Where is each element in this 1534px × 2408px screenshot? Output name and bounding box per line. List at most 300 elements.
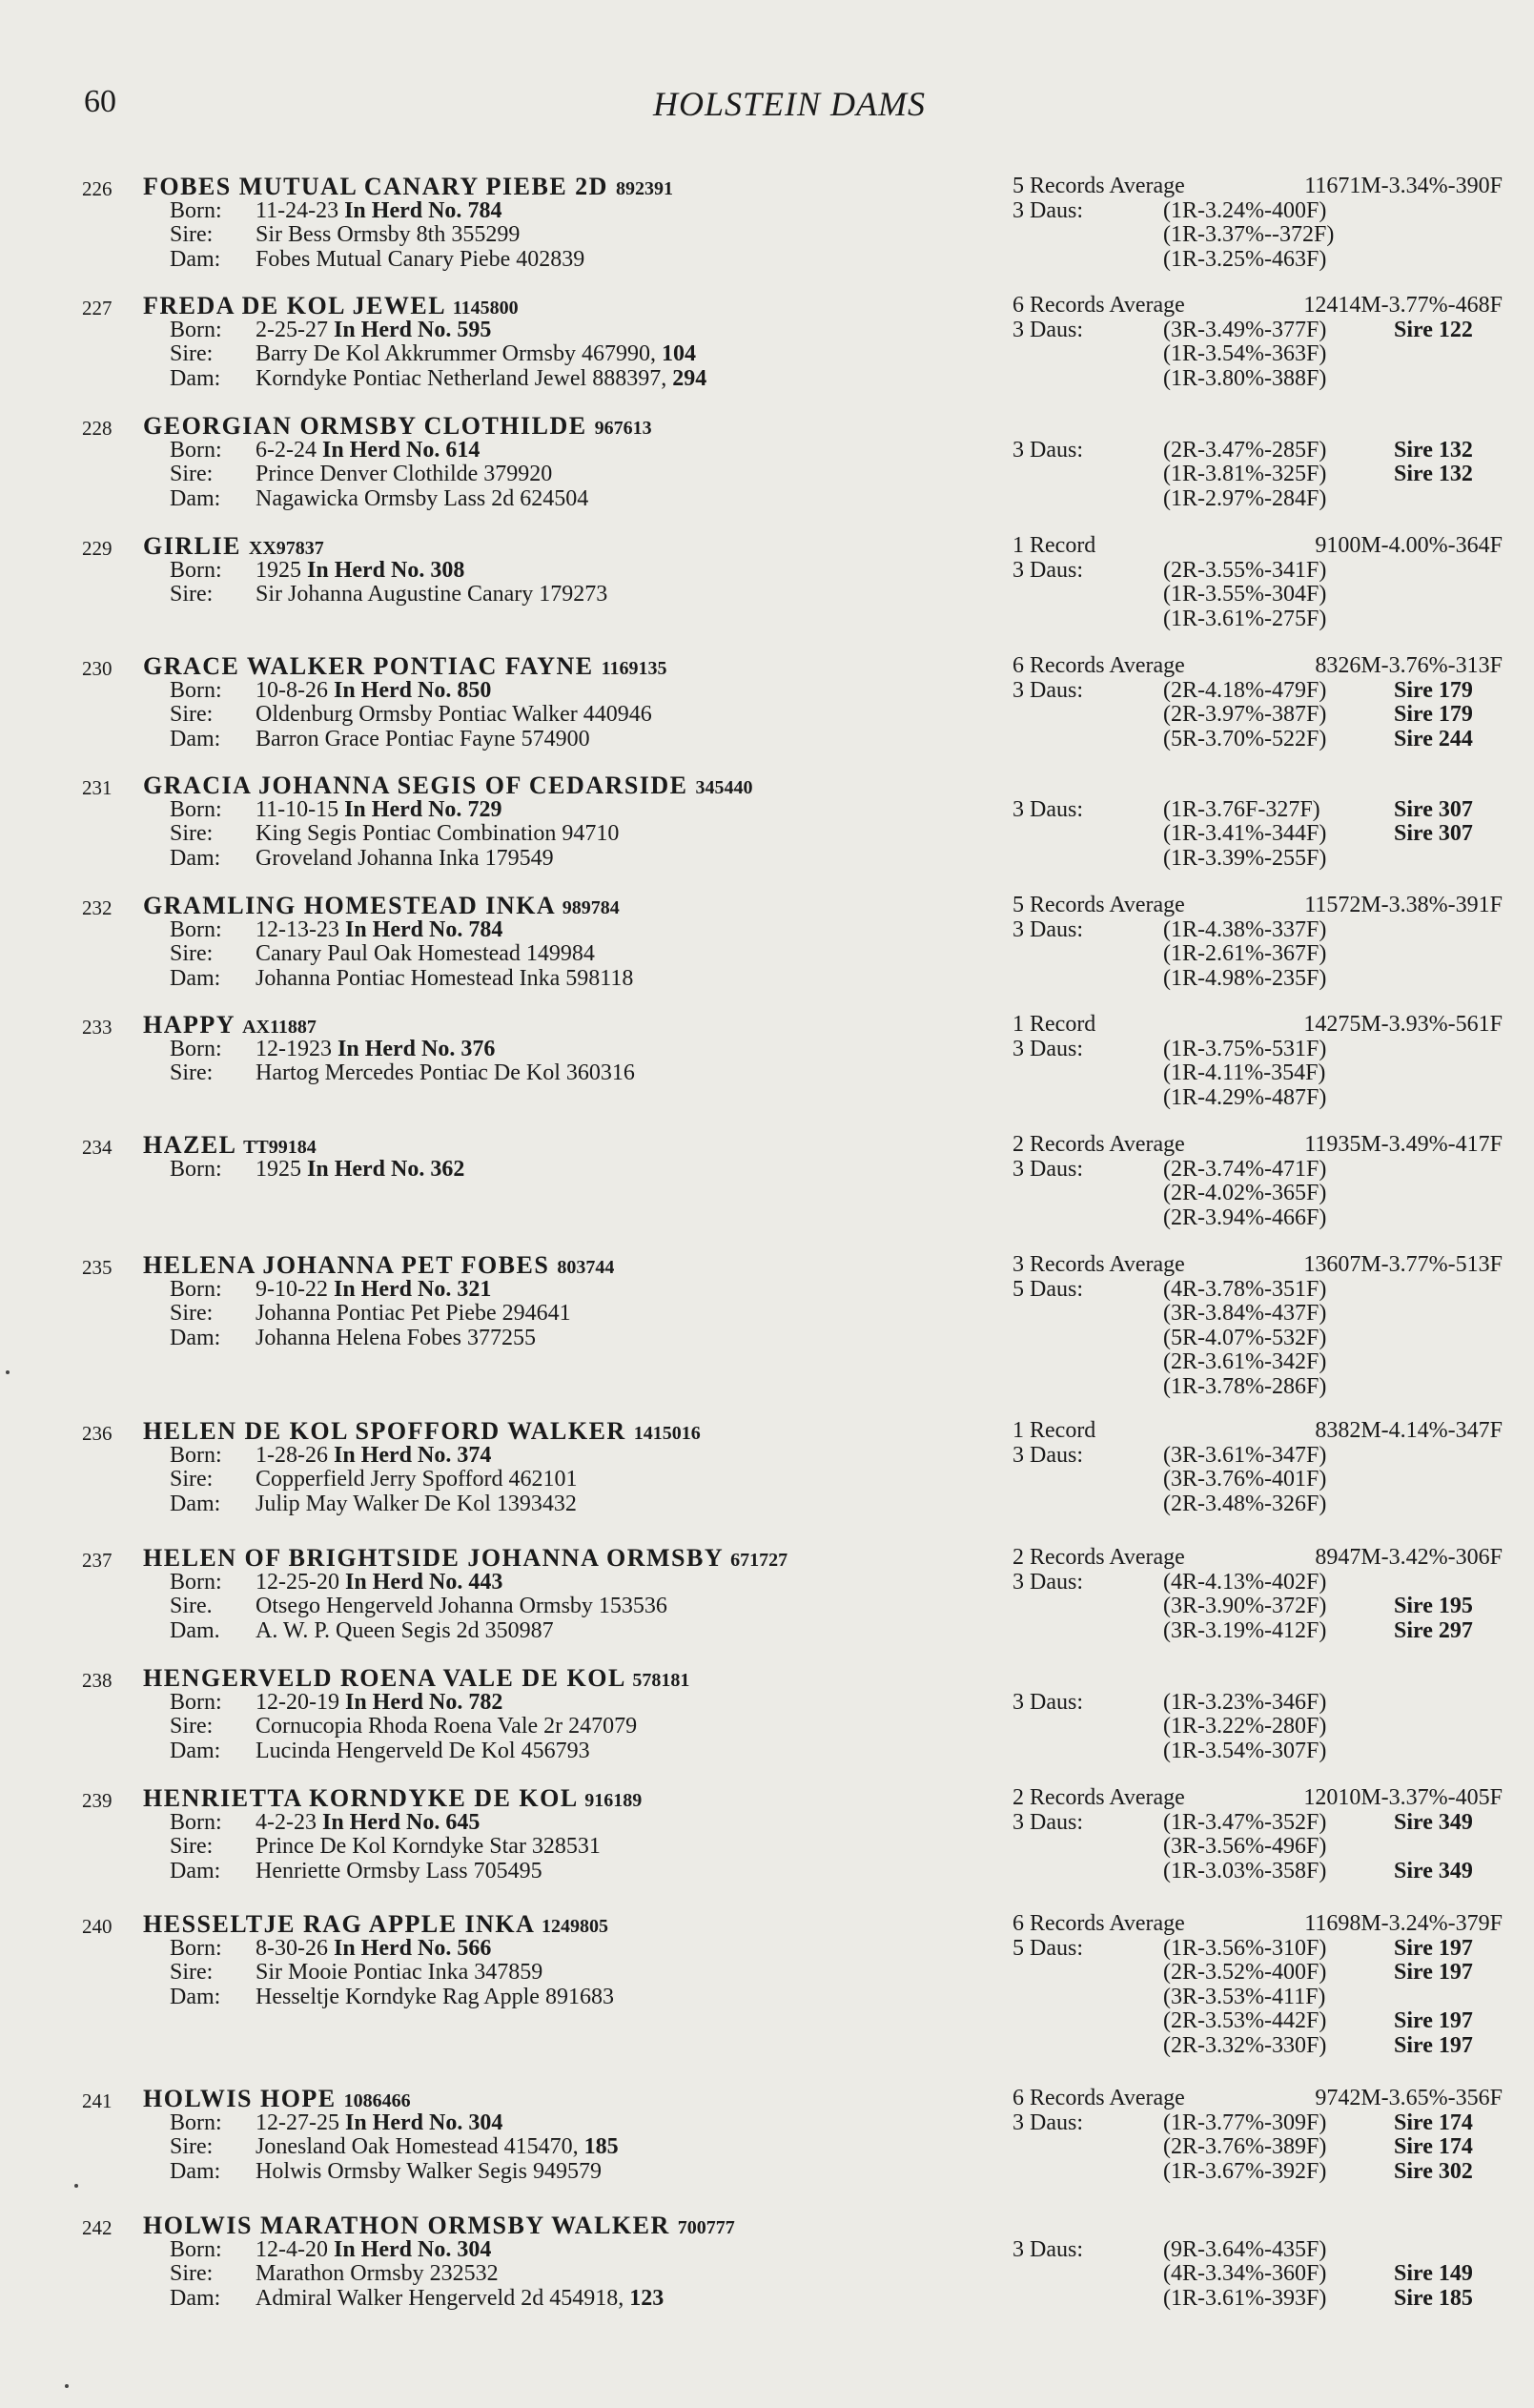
sire-name: Copperfield Jerry Spofford 462101 <box>256 1467 578 1492</box>
daughter-record: (4R-3.78%-351F) <box>1163 1276 1327 1302</box>
born-line <box>170 2111 502 2136</box>
page-header <box>84 84 1495 126</box>
animal-name: HELEN DE KOL SPOFFORD WALKER <box>143 1417 626 1445</box>
born-label: Born: <box>170 1809 222 1835</box>
sire-line <box>170 1715 637 1739</box>
sire-name: Otsego Hengerveld Johanna Ormsby 153536 <box>256 1594 667 1618</box>
daughter-record: (1R-3.25%-463F) <box>1163 246 1327 272</box>
registration-number: AX11887 <box>242 1017 317 1038</box>
sire-name: King Segis Pontiac Combination 94710 <box>256 821 620 846</box>
page-title: HOLSTEIN DAMS <box>652 85 926 123</box>
daughters-label: 5 Daus: <box>1012 1276 1083 1302</box>
entry-number: 241 <box>82 2089 112 2112</box>
born-line <box>170 1571 502 1595</box>
dam-name: Korndyke Pontiac Netherland Jewel 888397, <box>256 365 667 391</box>
daughter-record: (1R-3.76F-327F) <box>1163 796 1320 822</box>
born-label: Born: <box>170 1935 222 1961</box>
entry-number: 229 <box>82 537 112 560</box>
animal-name: FREDA DE KOL JEWEL <box>143 292 445 319</box>
records-summary-value: 9742M-3.65%-356F <box>1315 2086 1503 2110</box>
herd-number: 595 <box>457 317 492 342</box>
herd-number: 784 <box>467 197 502 223</box>
sire-label: Sire: <box>170 941 214 966</box>
dam-line <box>170 1492 577 1517</box>
born-date: 9-10-22 <box>256 1276 328 1302</box>
entry-number: 226 <box>82 177 112 200</box>
dam-label: Dam. <box>170 1617 220 1643</box>
born-label: Born: <box>170 1276 222 1302</box>
records-summary <box>1012 654 1503 679</box>
registration-number: TT99184 <box>243 1137 317 1158</box>
daughter-record: (5R-3.70%-522F) <box>1163 726 1327 751</box>
dam-label: Dam: <box>170 1858 221 1883</box>
dam-name: Johanna Helena Fobes 377255 <box>256 1325 536 1350</box>
born-line <box>170 1444 491 1469</box>
entry-number: 239 <box>82 1789 112 1812</box>
daughter-sire-ref: Sire 349 <box>1394 1809 1473 1835</box>
sire-line <box>170 463 552 487</box>
sire-line <box>170 1061 635 1086</box>
registration-number: 1145800 <box>452 298 519 319</box>
dam-label: Dam: <box>170 246 221 272</box>
registration-number: 1086466 <box>343 2090 411 2111</box>
born-date: 1925 <box>256 1156 301 1182</box>
dam-label: Dam: <box>170 365 221 391</box>
born-date: 11-24-23 <box>256 197 339 223</box>
dam-line <box>170 1619 554 1644</box>
entry-number: 240 <box>82 1915 112 1938</box>
daughter-record: (3R-3.49%-377F) <box>1163 317 1327 342</box>
dam-label: Dam: <box>170 726 221 751</box>
born-label: Born: <box>170 197 222 223</box>
registration-number: 892391 <box>615 178 673 199</box>
animal-name: HOLWIS HOPE <box>143 2085 337 2112</box>
sire-name: Sir Bess Ormsby 8th 355299 <box>256 222 521 247</box>
animal-name: HAZEL <box>143 1131 236 1159</box>
born-line <box>170 2238 491 2263</box>
sire-name: Sir Johanna Augustine Canary 179273 <box>256 582 608 607</box>
dam-label: Dam: <box>170 1325 221 1350</box>
daughter-sire-ref: Sire 197 <box>1394 1960 1473 1985</box>
born-label: Born: <box>170 796 222 822</box>
records-summary <box>1012 175 1503 199</box>
daughter-sire-ref: Sire 149 <box>1394 2261 1473 2286</box>
daughter-record: (1R-4.38%-337F) <box>1163 916 1327 942</box>
records-summary <box>1012 2087 1503 2111</box>
dam-name: Johanna Pontiac Homestead Inka 598118 <box>256 965 634 991</box>
scan-mark <box>6 1370 10 1374</box>
born-date: 2-25-27 <box>256 317 328 342</box>
born-date: 12-27-25 <box>256 2110 339 2135</box>
dam-ref: 123 <box>629 2285 665 2311</box>
registration-number: 803744 <box>557 1257 615 1278</box>
dam-label: Dam: <box>170 1491 221 1516</box>
sire-label: Sire: <box>170 2134 214 2159</box>
sire-line <box>170 1595 667 1619</box>
born-line <box>170 1691 502 1716</box>
records-summary <box>1012 1546 1503 1571</box>
herd-number: 645 <box>445 1809 481 1835</box>
daughter-record: (1R-3.78%-286F) <box>1163 1373 1327 1399</box>
sire-label: Sire: <box>170 702 214 727</box>
sire-name: Jonesland Oak Homestead 415470, <box>256 2134 579 2159</box>
records-summary-label: 5 Records Average <box>1012 893 1185 917</box>
born-line <box>170 679 491 704</box>
records-summary-label: 6 Records Average <box>1012 293 1185 318</box>
herd-number: 850 <box>457 677 492 703</box>
sire-name: Marathon Ormsby 232532 <box>256 2261 499 2286</box>
registration-number: 1249805 <box>542 1916 608 1937</box>
daughter-record: (2R-3.32%-330F) <box>1163 2032 1327 2058</box>
animal-name: GRAMLING HOMESTEAD INKA <box>143 892 555 919</box>
registration-number: 916189 <box>584 1790 643 1811</box>
registration-number: 967613 <box>594 418 652 439</box>
records-summary-label: 1 Record <box>1012 1012 1096 1037</box>
sire-ref: 185 <box>583 2134 619 2159</box>
daughter-sire-ref: Sire 185 <box>1394 2285 1473 2311</box>
born-date: 6-2-24 <box>256 437 317 463</box>
herd-label: In Herd No. <box>307 1156 425 1182</box>
daughter-record: (3R-3.56%-496F) <box>1163 1834 1327 1859</box>
dam-line <box>170 1327 536 1351</box>
born-label: Born: <box>170 2110 222 2135</box>
herd-label: In Herd No. <box>333 1935 452 1961</box>
records-summary-label: 6 Records Average <box>1012 2086 1185 2110</box>
herd-number: 321 <box>457 1276 492 1302</box>
dam-name: Holwis Ormsby Walker Segis 949579 <box>256 2158 602 2184</box>
daughter-sire-ref: Sire 174 <box>1394 2110 1473 2135</box>
entry-number: 227 <box>82 297 112 319</box>
born-label: Born: <box>170 2236 222 2262</box>
sire-line <box>170 583 607 607</box>
entry-number: 228 <box>82 417 112 440</box>
dam-ref: 294 <box>672 365 707 391</box>
daughter-record: (1R-4.11%-354F) <box>1163 1060 1326 1085</box>
records-summary <box>1012 1786 1503 1811</box>
records-summary-label: 2 Records Average <box>1012 1785 1185 1810</box>
sire-label: Sire: <box>170 1060 214 1085</box>
daughters-label: 3 Daus: <box>1012 437 1083 463</box>
records-summary-value: 8326M-3.76%-313F <box>1315 653 1503 678</box>
daughter-record: (1R-4.98%-235F) <box>1163 965 1327 991</box>
dam-label: Dam: <box>170 2285 221 2311</box>
daughter-record: (1R-3.55%-304F) <box>1163 582 1327 607</box>
daughters-label: 3 Daus: <box>1012 197 1083 223</box>
registration-number: 345440 <box>695 777 753 798</box>
sire-line <box>170 2135 619 2160</box>
daughter-record: (2R-3.55%-341F) <box>1163 557 1327 583</box>
records-summary-value: 9100M-4.00%-364F <box>1315 533 1503 558</box>
records-summary <box>1012 1419 1503 1444</box>
born-line <box>170 1158 464 1183</box>
records-summary <box>1012 534 1503 559</box>
entry-number: 232 <box>82 896 112 919</box>
records-summary-label: 1 Record <box>1012 1418 1096 1443</box>
daughter-record: (1R-3.80%-388F) <box>1163 365 1327 391</box>
daughters-label: 3 Daus: <box>1012 796 1083 822</box>
daughter-record: (1R-3.03%-358F) <box>1163 1858 1327 1883</box>
animal-name: HOLWIS MARATHON ORMSBY WALKER <box>143 2212 670 2239</box>
animal-name: GEORGIAN ORMSBY CLOTHILDE <box>143 412 587 440</box>
sire-name: Prince Denver Clothilde 379920 <box>256 462 553 486</box>
records-summary-value: 12414M-3.77%-468F <box>1303 293 1503 318</box>
sire-label: Sire: <box>170 1301 214 1326</box>
born-line <box>170 559 464 584</box>
entry-number: 238 <box>82 1669 112 1692</box>
registration-number: 700777 <box>677 2217 735 2238</box>
sire-label: Sire. <box>170 1594 213 1618</box>
daughter-sire-ref: Sire 132 <box>1394 462 1473 486</box>
daughter-record: (1R-3.23%-346F) <box>1163 1689 1327 1715</box>
entry-number: 235 <box>82 1256 112 1279</box>
daughter-record: (1R-3.22%-280F) <box>1163 1714 1327 1739</box>
dam-label: Dam: <box>170 845 221 871</box>
born-label: Born: <box>170 1689 222 1715</box>
daughter-record: (1R-2.61%-367F) <box>1163 941 1327 966</box>
born-date: 11-10-15 <box>256 796 339 822</box>
sire-line <box>170 703 652 728</box>
sire-label: Sire: <box>170 1960 214 1985</box>
daughter-record: (5R-4.07%-532F) <box>1163 1325 1327 1350</box>
born-line <box>170 1038 495 1062</box>
born-label: Born: <box>170 1156 222 1182</box>
daughter-record: (1R-3.37%--372F) <box>1163 222 1335 247</box>
records-summary <box>1012 1253 1503 1278</box>
dam-line <box>170 2287 664 2312</box>
daughter-record: (1R-3.61%-275F) <box>1163 606 1327 631</box>
animal-name: HAPPY <box>143 1011 235 1039</box>
registration-number: 1415016 <box>633 1423 701 1444</box>
dam-line <box>170 1739 590 1764</box>
daughter-record: (2R-3.52%-400F) <box>1163 1960 1327 1985</box>
dam-name: Groveland Johanna Inka 179549 <box>256 845 554 871</box>
animal-name: GRACE WALKER PONTIAC FAYNE <box>143 652 594 680</box>
herd-number: 304 <box>468 2110 503 2135</box>
daughter-sire-ref: Sire 174 <box>1394 2134 1473 2159</box>
scan-mark <box>65 2384 69 2388</box>
born-date: 12-13-23 <box>256 916 339 942</box>
born-label: Born: <box>170 1036 222 1061</box>
daughters-label: 3 Daus: <box>1012 317 1083 342</box>
herd-number: 376 <box>460 1036 496 1061</box>
animal-name: FOBES MUTUAL CANARY PIEBE 2D <box>143 173 608 200</box>
daughter-record: (4R-3.34%-360F) <box>1163 2261 1327 2286</box>
daughter-record: (2R-4.02%-365F) <box>1163 1181 1327 1205</box>
daughter-record: (1R-2.97%-284F) <box>1163 485 1327 511</box>
herd-label: In Herd No. <box>333 1442 452 1468</box>
sire-label: Sire: <box>170 462 214 486</box>
daughter-sire-ref: Sire 179 <box>1394 702 1473 727</box>
records-summary-value: 12010M-3.37%-405F <box>1303 1785 1503 1810</box>
records-summary <box>1012 294 1503 319</box>
dam-line <box>170 728 590 752</box>
animal-name: HELEN OF BRIGHTSIDE JOHANNA ORMSBY <box>143 1544 724 1572</box>
dam-name: Barron Grace Pontiac Fayne 574900 <box>256 726 590 751</box>
daughter-record: (3R-3.76%-401F) <box>1163 1467 1327 1492</box>
daughter-sire-ref: Sire 307 <box>1394 821 1473 846</box>
herd-number: 374 <box>457 1442 492 1468</box>
born-date: 12-1923 <box>256 1036 332 1061</box>
born-date: 10-8-26 <box>256 677 328 703</box>
registration-number: 1169135 <box>601 658 667 679</box>
sire-line <box>170 1302 571 1327</box>
daughter-record: (3R-3.84%-437F) <box>1163 1301 1327 1326</box>
daughters-label: 3 Daus: <box>1012 2110 1083 2135</box>
dam-line <box>170 967 633 992</box>
born-label: Born: <box>170 916 222 942</box>
records-summary-value: 11572M-3.38%-391F <box>1304 893 1503 917</box>
dam-name: Henriette Ormsby Lass 705495 <box>256 1858 542 1883</box>
dam-name: Hesseltje Korndyke Rag Apple 891683 <box>256 1984 614 2009</box>
herd-label: In Herd No. <box>333 2236 452 2262</box>
dam-label: Dam: <box>170 485 221 511</box>
daughter-record: (2R-4.18%-479F) <box>1163 677 1327 703</box>
daughter-record: (2R-3.94%-466F) <box>1163 1204 1327 1230</box>
herd-number: 784 <box>468 916 503 942</box>
daughters-label: 3 Daus: <box>1012 1036 1083 1061</box>
entry-number: 234 <box>82 1136 112 1159</box>
born-date: 1-28-26 <box>256 1442 328 1468</box>
born-label: Born: <box>170 437 222 463</box>
herd-label: In Herd No. <box>344 197 462 223</box>
dam-label: Dam: <box>170 1738 221 1763</box>
dam-line <box>170 847 554 872</box>
sire-label: Sire: <box>170 582 214 607</box>
records-summary-label: 3 Records Average <box>1012 1252 1185 1277</box>
daughter-record: (9R-3.64%-435F) <box>1163 2236 1327 2262</box>
herd-number: 304 <box>457 2236 492 2262</box>
dam-name: Julip May Walker De Kol 1393432 <box>256 1491 577 1516</box>
records-summary-label: 2 Records Average <box>1012 1132 1185 1157</box>
born-label: Born: <box>170 557 222 583</box>
herd-number: 308 <box>430 557 465 583</box>
records-summary-value: 13607M-3.77%-513F <box>1303 1252 1503 1277</box>
dam-line <box>170 367 706 392</box>
sire-name: Sir Mooie Pontiac Inka 347859 <box>256 1960 543 1985</box>
daughter-sire-ref: Sire 297 <box>1394 1617 1473 1643</box>
herd-number: 443 <box>468 1569 503 1595</box>
daughters-label: 3 Daus: <box>1012 916 1083 942</box>
born-line <box>170 1811 480 1836</box>
sire-line <box>170 1468 578 1492</box>
daughter-sire-ref: Sire 179 <box>1394 677 1473 703</box>
daughter-sire-ref: Sire 244 <box>1394 726 1473 751</box>
dam-label: Dam: <box>170 965 221 991</box>
daughter-record: (1R-3.67%-392F) <box>1163 2158 1327 2184</box>
born-label: Born: <box>170 677 222 703</box>
sire-line <box>170 942 595 967</box>
registration-number: XX97837 <box>248 538 324 559</box>
daughter-sire-ref: Sire 197 <box>1394 2032 1473 2058</box>
animal-name: HENGERVELD ROENA VALE DE KOL <box>143 1664 625 1692</box>
scan-mark <box>74 2184 78 2188</box>
sire-name: Johanna Pontiac Pet Piebe 294641 <box>256 1301 571 1326</box>
daughter-record: (1R-3.56%-310F) <box>1163 1935 1327 1961</box>
born-label: Born: <box>170 317 222 342</box>
dam-line <box>170 2160 602 2185</box>
records-summary <box>1012 894 1503 918</box>
sire-line <box>170 342 696 367</box>
sire-label: Sire: <box>170 341 214 366</box>
herd-label: In Herd No. <box>333 1276 452 1302</box>
daughter-record: (1R-3.24%-400F) <box>1163 197 1327 223</box>
daughter-record: (1R-3.39%-255F) <box>1163 845 1327 871</box>
born-line <box>170 798 501 823</box>
daughter-record: (3R-3.53%-411F) <box>1163 1984 1326 2009</box>
records-summary-label: 5 Records Average <box>1012 174 1185 198</box>
sire-name: Canary Paul Oak Homestead 149984 <box>256 941 595 966</box>
daughter-sire-ref: Sire 302 <box>1394 2158 1473 2184</box>
sire-ref: 104 <box>661 341 696 366</box>
sire-label: Sire: <box>170 1467 214 1492</box>
herd-label: In Herd No. <box>321 437 440 463</box>
born-line <box>170 439 480 463</box>
herd-label: In Herd No. <box>337 1036 456 1061</box>
sire-line <box>170 223 520 248</box>
registration-number: 671727 <box>730 1550 788 1571</box>
herd-label: In Herd No. <box>344 2110 463 2135</box>
daughter-sire-ref: Sire 195 <box>1394 1594 1473 1618</box>
records-summary <box>1012 1133 1503 1158</box>
records-summary-label: 1 Record <box>1012 533 1096 558</box>
daughters-label: 3 Daus: <box>1012 557 1083 583</box>
dam-name: A. W. P. Queen Segis 2d 350987 <box>256 1617 554 1643</box>
sire-label: Sire: <box>170 2261 214 2286</box>
animal-name: HENRIETTA KORNDYKE DE KOL <box>143 1784 578 1812</box>
entry-number: 236 <box>82 1422 112 1445</box>
sire-label: Sire: <box>170 222 214 247</box>
herd-label: In Herd No. <box>321 1809 440 1835</box>
daughters-label: 3 Daus: <box>1012 1156 1083 1182</box>
sire-line <box>170 822 619 847</box>
daughter-record: (1R-3.54%-363F) <box>1163 341 1327 366</box>
herd-label: In Herd No. <box>344 1689 463 1715</box>
records-summary-value: 11671M-3.34%-390F <box>1304 174 1503 198</box>
herd-label: In Herd No. <box>344 1569 463 1595</box>
daughter-record: (2R-3.48%-326F) <box>1163 1491 1327 1516</box>
animal-name: GRACIA JOHANNA SEGIS OF CEDARSIDE <box>143 772 688 799</box>
daughters-label: 3 Daus: <box>1012 1569 1083 1595</box>
born-date: 4-2-23 <box>256 1809 317 1835</box>
daughter-record: (1R-3.77%-309F) <box>1163 2110 1327 2135</box>
born-line <box>170 319 491 343</box>
daughter-record: (3R-3.61%-347F) <box>1163 1442 1327 1468</box>
daughter-record: (4R-4.13%-402F) <box>1163 1569 1327 1595</box>
daughter-sire-ref: Sire 197 <box>1394 1935 1473 1961</box>
registration-number: 578181 <box>632 1670 690 1691</box>
sire-name: Barry De Kol Akkrummer Ormsby 467990, <box>256 341 656 366</box>
sire-name: Oldenburg Ormsby Pontiac Walker 440946 <box>256 702 652 727</box>
daughter-record: (2R-3.74%-471F) <box>1163 1156 1327 1182</box>
herd-label: In Herd No. <box>333 677 452 703</box>
born-line <box>170 1278 491 1303</box>
entry-number: 242 <box>82 2216 112 2239</box>
sire-name: Prince De Kol Korndyke Star 328531 <box>256 1834 601 1859</box>
daughter-sire-ref: Sire 349 <box>1394 1858 1473 1883</box>
animal-name: HESSELTJE RAG APPLE INKA <box>143 1910 534 1938</box>
born-date: 8-30-26 <box>256 1935 328 1961</box>
born-line <box>170 918 502 943</box>
herd-label: In Herd No. <box>344 916 463 942</box>
daughter-record: (1R-4.29%-487F) <box>1163 1084 1327 1110</box>
animal-name: GIRLIE <box>143 532 241 560</box>
daughter-record: (1R-3.75%-531F) <box>1163 1036 1327 1061</box>
daughter-record: (2R-3.61%-342F) <box>1163 1349 1327 1374</box>
entry-number: 237 <box>82 1549 112 1572</box>
entry-number: 230 <box>82 657 112 680</box>
daughter-record: (3R-3.19%-412F) <box>1163 1617 1327 1643</box>
dam-line <box>170 1986 614 2010</box>
